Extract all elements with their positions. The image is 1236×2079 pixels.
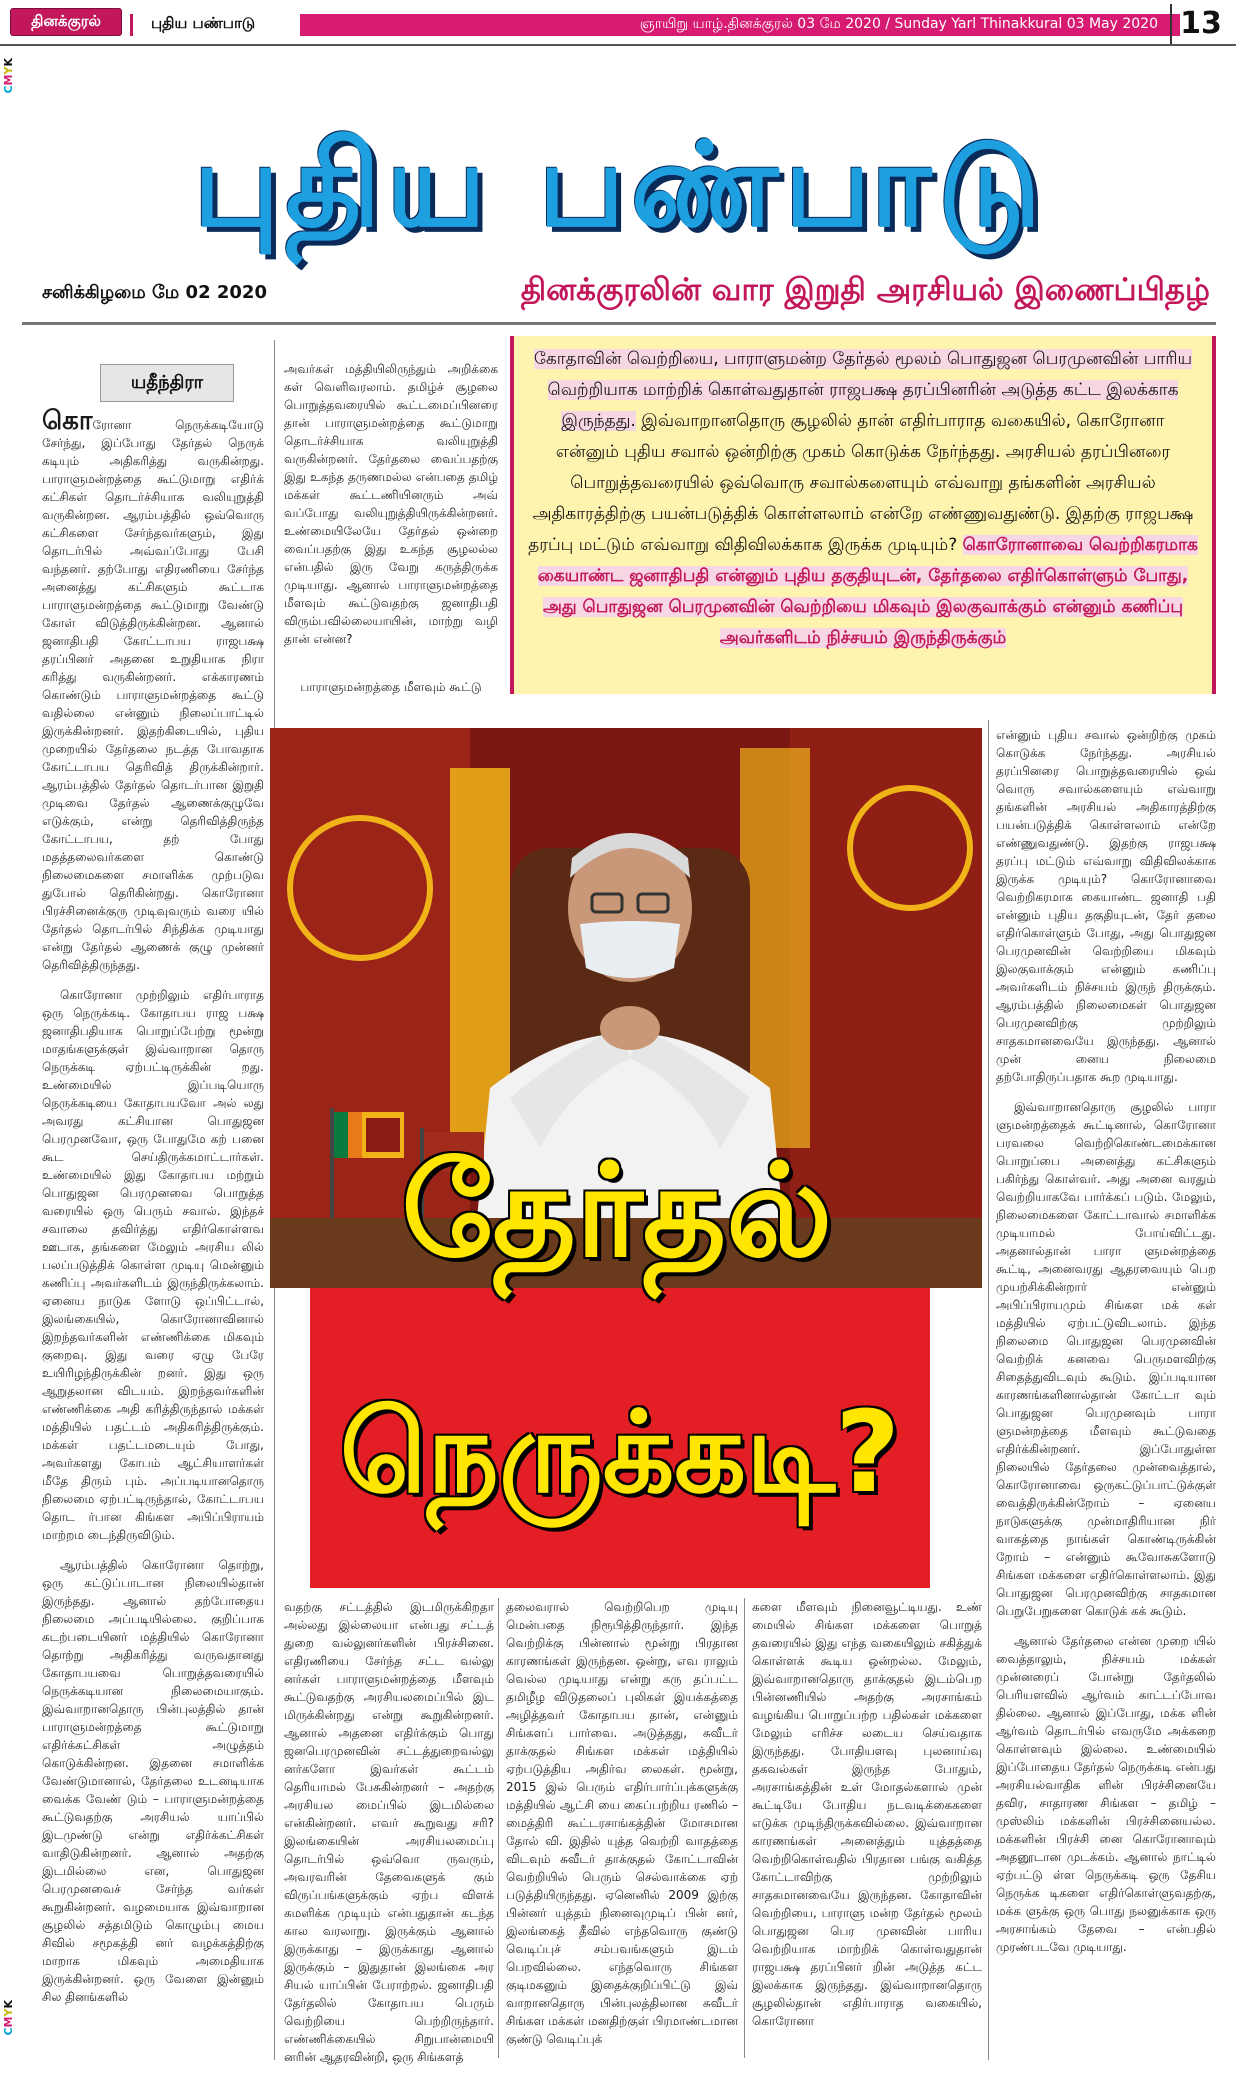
supplement-masthead: புதிய பண்பாடு bbox=[193, 118, 1047, 253]
column-rule bbox=[988, 720, 989, 2060]
col2-paragraph-1: அவர்கள் மத்தியிலிருந்தும் அறிக்கை கள் வெளிவரலாம். தமிழ்ச் சூழலை பொறுத்தவரையில் கூட்டமைப்பினரை தான் பாராளுமன்றத்தை கூட்டுமாறு தொடர்ச்சியாக வலியுறுத்தி வருகின்றனர். தேர்தலை வைப்பதற்கு இது உகந்த தருணமல்ல என்பதை தமிழ் மக்கள் கூட்டணியினரும் அவ் வப்போது வலியுறுத்தியிருக்கின்றனர். உண்மையிலேயே தேர்தல் ஒன்றை வைப்பதற்கு இது உகந்த சூழலல்ல என்பதில் இரு வேறு கருத்திருக்க முடியாது. ஆனால் பாராளுமன்றத்தை மீளவும் கூட்டுவதற்கு ஜனாதிபதி விரும்பவில்லையாயின், மாற்று வழி தான் என்ன? bbox=[284, 362, 498, 646]
col5-paragraph-1: என்னும் புதிய சவால் ஒன்றிற்கு முகம் கொடுக்க நேர்ந்தது. அரசியல் தரப்பினரை பொறுத்தவரையில் ஒவ் வொரு சவால்களையும் எவ்வாறு தங்களின் அரசியல் அதிகாரத்திற்கு பயன்படுத்திக் கொள்ளலாம் என்றே எண்ணுவதுண்டு. இதற்கு ராஜபக்ஷ தரப்பு மட்டும் எவ்வாறு விதிவிலக்காக இருக்க முடியும்? கொரோனாவை வெற்றிகரமாக கையாண்ட ஜனாதி பதி என்னும் புதிய தகுதியுடன், தேர் தலை எதிர்கொள்ளும் போது, அது பொதுஜன பெரமுனவின் வெற்றியை மிகவும் இலகுவாக்கும் என்னும் கணிப்பு அவர்களிடம் நிச்சயம் இருந் திருக்கும். ஆரம்பத்தில் நிலைமைகள் பொதுஜன பெரமுனவிற்கு முற்றிலும் சாதகமானவையே இருந்தது. ஆனால் முன் னைய நிலைமை தற்போதிருப்பதாக கூற முடியாது. bbox=[996, 728, 1216, 1084]
column-rule bbox=[744, 1598, 745, 2058]
cmyk-m: M bbox=[2, 74, 15, 86]
cmyk-registration-mark-bottom bbox=[2, 2000, 15, 2036]
dateline: ஞாயிறு யாழ்.தினக்குரல் 03 மே 2020 / Sunday Yarl Thinakkural 03 May 2020 bbox=[639, 16, 1158, 32]
article-column-2-top bbox=[284, 360, 498, 660]
cmyk-m: M bbox=[2, 2016, 15, 2028]
dateline-bar bbox=[300, 14, 1180, 36]
newspaper-logo: தினக்குரல் bbox=[10, 8, 122, 36]
intro-lead: கோதாவின் வெற்றியை, பாராளுமன்ற தேர்தல் மூலம் பொதுஜன பெரமுனவின் பாரிய வெற்றியாக மாற்றிக் கொள்வதுதான் ராஜபக்ஷ தரப்பினரின் அடுத்த கட்ட இலக்காக இருந்தது. bbox=[533, 349, 1193, 431]
article-column-1 bbox=[42, 406, 264, 2004]
cmyk-k: K bbox=[2, 2000, 15, 2009]
article-column-5 bbox=[996, 726, 1216, 2056]
article-column-3 bbox=[506, 1598, 738, 2058]
col3-paragraph: தலைவரால் வெற்றிபெற முடியு மென்பதை நிரூபித்திருந்தார். இந்த வெற்றிக்கு பின்னால் மூன்று பிரதான காரணங்கள் இருந்தன. ஒன்று, எவ ராலும் வெல்ல முடியாது என்று கரு தப்பட்ட தமிழீழ விடுதலைப் புலிகள் இயக்கத்தை அழித்தவர் கோதாபய தான், என்னும் சிங்களப் பார்வை. அடுத்தது, சுவீடர் தாக்குதல் சிங்கள மக்கள் மத்தியில் ஏற்படுத்திய அதிர்வ லைகள். மூன்று, 2015 இல் பெரும் எதிர்பார்ப்புக்களுக்கு மத்தியில் ஆட்சி யை கைப்பற்றிய ரணில் – மைத்திரி கூட்டரசாங்கத்தின் மோசமான தோல் வி. இதில் யுத்த வெற்றி வாதத்தை விடவும் சுவீடர் தாக்குதல் கோட்டாவின் வெற்றியில் பெரும் செல்வாக்கை ஏற் படுத்தியிருந்தது. ஏனெனில் 2009 இற்கு பின்னர் யுத்தம் நினைவுமுடிப் பின் னர், இலங்கைத் தீவில் எந்தவொரு குண்டு வெடிப்புச் சம்பவங்களும் இடம் பெறவில்லை. எந்தவொரு சிங்கள குடிமகனும் இதைக்குறிப்பிட்டு இவ் வாறானதொரு பின்புலத்திலான சுவீடர் சிங்கள மக்கள் மனதிற்குள் பிரமாண்டமான குண்டு வெடிப்புக் bbox=[506, 1600, 738, 2046]
headline-line-1: தேர்தல் bbox=[401, 1137, 833, 1286]
intro-end: கொரோனாவை வெற்றிகரமாக கையாண்ட ஜனாதிபதி என்னும் புதிய தகுதியுடன், தேர்தலை எதிர்கொள்ளும் போது, அது பொதுஜன பெரமுனவின் வெற்றியை மிகவும் இலகுவாக்கும் என்னும் கணிப்பு அவர்களிடம் நிச்சயம் இருந்திருக்கும் bbox=[537, 535, 1198, 648]
col1-paragraph-1: ரோனா நெருக்கடியோடு சேர்ந்து, இப்போது தேர்தல் நெருக் கடியும் அதிகரித்து வருகின்றது. பாராளுமன்றத்தை கூட்டுமாறு எதிர்க் கட்சிகள் தொடர்ச்சியாக வலியுறுத்தி வருகின்றன. ஆரம்பத்தில் ஒவ்வொரு கட்சிகளை சேர்ந்தவர்களும், இது தொடர்பில் அவ்வப்போது பேசி வந்தனர். தற்போது எதிரணியை சேர்ந்த அனைத்து கட்சிகளும் கூட்டாக பாராளுமன்றத்தை கூட்டுமாறு வேண்டு கோள் விடுத்திருக்கின்றன. ஆனால் ஜனாதிபதி கோட்டாபய ராஜபக்ஷ தரப்பினர் அதனை உறுதியாக நிரா கரித்து வருகின்றனர். எக்காரணம் கொண்டும் பாராளுமன்றத்தை கூட்டு வதில்லை என்னும் நிலைப்பாட்டில் இருக்கின்றனர். இதற்கிடையில், புதிய முறையில் தேர்தலை நடத்த போவதாக கோட்டாபய தெரிவித் திருக்கின்றார். ஆரம்பத்தில் தேர்தல் தொடர்பான இறுதி முடிவை தேர்தல் ஆணைக்குழுவே எடுக்கும், என்று தெரிவித்திருந்த கோட்டாபய, தற் போது மதத்தலைவர்களை கொண்டு நிலைமைகளை சமாளிக்க முற்படுவ துபோல் தெரிகின்றது. கொரோனா பிரச்சினைக்குரு முடிவுவரும் வரை யில் தேர்தல் தொடர்பில் சிந்திக்க முடியாது என்று தேர்தல் ஆணைக் குழு முன்னர் தெரிவித்திருந்தது. bbox=[42, 418, 264, 972]
intro-summary-box bbox=[510, 336, 1216, 694]
cmyk-k: K bbox=[2, 58, 15, 67]
col2-continuation bbox=[284, 678, 498, 700]
cmyk-c: C bbox=[2, 85, 15, 94]
cmyk-y: Y bbox=[2, 66, 15, 75]
col2-paragraph-2: வதற்கு சட்டத்தில் இடமிருக்கிறதா அல்லது இல்லையா என்பது சட்டத் துறை வல்லுனர்களின் பிரச்சினை. எதிரணியை சேர்ந்த சட்ட வல்லு னர்கள் பாராளுமன்றத்தை மீளவும் கூட்டுவதற்கு அரசியலமைப்பில் இட மிருக்கின்றது என்று கூறுகின்றனர். ஆனால் அதனை எதிர்க்கும் பொது ஜனபெரமுனவின் சட்டத்துறைவல்லு னர்களோ இவர்கள் கூட்டம் தெரியாமல் பேசுகின்றனர் – அதற்கு அரசியல மைப்பில் இடமில்லை என்கின்றனர். எவர் கூறுவது சரி? இலங்கையின் அரசியலமைப்பு தொடர்பில் ஒவ்வொ ருவரும், அவரவரின் தேவைகளுக் கும் விருப்பங்களுக்கும் ஏற்ப விளக் கமளிக்க முடியும் என்பதுதான் கடந்த கால வரலாறு. இருக்கும் ஆனால் இருக்காது – இருக்காது ஆனால் இருக்கும் – இதுதான் இலங்கை அர சியல் யாப்பின் பேராற்றல். ஜனாதிபதி தேர்தலில் கோதாபய பெரும் வெற்றியை பெற்றிருந்தார். எண்ணிக்கையில் சிறுபான்மையி னரின் ஆதரவின்றி, ஒரு சிங்களத் bbox=[284, 1600, 494, 2064]
supplement-tagline: தினக்குரலின் வார இறுதி அரசியல் இணைப்பிதழ் bbox=[520, 272, 1210, 308]
col5-paragraph-3: ஆனால் தேர்தலை என்ன முறை யில் வைத்தாலும், நிச்சயம் மக்கள் முன்னரைப் போன்று தேர்தலில் பெரியளவில் ஆர்வம் காட்டப்போவ தில்லை. ஆனால் இப்போது, மக்க ளின் ஆர்வம் தொடர்பில் எவருமே அக்கறை கொள்ளவும் இல்லை. உண்மையில் இப்போதைய தேர்தல் நெருக்கடி என்பது அரசியல்வாதிக ளின் பிரச்சினையே தவிர, சாதாரண சிங்கள – தமிழ் – முஸ்லிம் மக்களின் பிரச்சினையல்ல. மக்களின் பிரச்சி னை கொரோனாவும் அதனூடான முடக்கம். ஆனால் நாட்டில் ஏற்பட்டு ள்ள நெருக்கடி ஒரு தேசிய நெருக்க டிகளை எதிர்கொள்ளுவதற்கு, மக்க ளுக்கு ஒரு பொது நலனுக்காக ஒரு அரசாங்கம் தேவை – என்பதில் முரண்படவே முடியாது. bbox=[996, 1634, 1216, 1954]
intro-middle: இவ்வாறானதொரு சூழலில் தான் எதிர்பாராத வகையில், கொரோனா என்னும் புதிய சவால் ஒன்றிற்கு முகம் கொடுக்க நேர்ந்தது. அரசியல் தரப்பினரை பொறுத்தவரையில் ஒவ்வொரு சவால்களையும் எவ்வாறு தங்களின் அரசியல் அதிகாரத்திற்கு பயன்படுத்திக் கொள்ளலாம் என்றே எண்ணுவதுண்டு. இதற்கு ராஜபக்ஷ தரப்பு மட்டும் எவ்வாறு விதிவிலக்காக இருக்க முடியும்? bbox=[528, 411, 1194, 555]
col5-paragraph-2: இவ்வாறானதொரு சூழலில் பாரா ளுமன்றத்தைக் கூட்டினால், கொரோனா பரவலை வெற்றிகொண்டமைக்கான பொறுப்பை அனைத்து கட்சிகளும் பகிர்ந்து கொள்வர். அது அனை வரதும் வெற்றியாகவே பார்க்கப் படும். மேலும், நிலைமைகளை கோட்டாவால் சமாளிக்க முடியாமல் போய்விட்டது. அதனால்தான் பாரா ளுமன்றத்தை கூட்டி, அனைவரது ஆதரவையும் பெற முயற்சிக்கின்றார் என்னும் அபிப்பிராயமும் சிங்கள மக் கள் மத்தியில் ஏற்பட்டுவிடலாம். இந்த நிலைமை பொதுஜன பெரமுனவின் வெற்றிக் கனவை பெருமளவிற்கு சிதைத்துவிடவும் கூடும். இப்படியான காரணங்களினால்தான் கோட்டா வும் பொதுஜன பெரமுனவும் பாரா ளுமன்றத்தை மீளவும் கூட்டுவதை எதிர்க்கின்றனர். இப்போதுள்ள நிலையில் தேர்தலை முன்வைத்தால், கொரோனாவை ஒருகட்டுப்பாட்டுக்குள் வைத்திருக்கின்றோம் – ஏனைய நாடுகளுக்கு முன்மாதிரியான நிர் வாகத்தை நாங்கள் கொண்டிருக்கின் றோம் – என்னும் கூவோசுகளோடு சிங்கள மக்களை எதிர்கொள்ளலாம். இது பொதுஜன பெரமுனவிற்கு சாதகமான பெறுபேறுகளை கொடுக் கக் கூடும். bbox=[996, 1100, 1216, 1618]
headline-line-2: நெருக்கடி? bbox=[339, 1388, 901, 1518]
page-number: 13 bbox=[1170, 4, 1230, 44]
cmyk-y: Y bbox=[2, 2008, 15, 2017]
drop-cap: கொ bbox=[42, 406, 93, 436]
article-column-4 bbox=[752, 1598, 982, 2058]
cmyk-c: C bbox=[2, 2027, 15, 2036]
col4-paragraph: களை மீளவும் நினைவூட்டியது. உண் மையில் சிங்கள மக்களை பொறுத் தவரையில் இது எந்த வகையிலும் சகித்துக் கொள்ளக் கூடிய ஒன்றல்ல. மேலும், இவ்வாறானதொரு தாக்குதல் இடம்பெற பின்னணியில் அதற்கு அரசாங்கம் வழங்கிய பொறுப்பற்ற பதில்கள் மக்களை மேலும் எரிச்ச லடைய செய்வதாக இருந்தது. போதியளவு புலனாய்வு தகவல்கள் இருந்த போதும், அரசாங்கத்தின் உள் மோதல்களால் முன் கூட்டியே போதிய நடவடிக்கைகளை எடுக்க முடிந்திருக்கவில்லை. இவ்வாறான காரணங்கள் அனைத்தும் யுத்தத்தை வெற்றிகொள்வதில் பிரதான பங்கு வகித்த கோட்டாவிற்கு முற்றிலும் சாதகமானவையே இருந்தன. கோதாவின் வெற்றியை, பாராளு மன்ற தேர்தல் மூலம் பொதுஜன பெர முனவின் பாரிய வெற்றியாக மாற்றிக் கொள்வதுதான் ராஜபக்ஷ தரப்பினர் றின் அடுத்த கட்ட இலக்காக இருந்தது. இவ்வாறானதொரு சூழலில்தான் எதிர்பாராத வகையில், கொரோனா bbox=[752, 1600, 982, 2028]
col1-paragraph-3: ஆரம்பத்தில் கொரோனா தொற்று, ஒரு கட்டுப்பாடான நிலையில்தான் இருந்தது. ஆனால் தற்போதைய நிலைமை அப்படியில்லை. குறிப்பாக கடற்படையினர் மத்தியில் கொரோனா தொற்று அதிகரித்து வருவதானது கோதாபயவை பொறுத்தவரையில் நெருக்கடியான நிலைமையாகும். இவ்வாறானதொரு பின்புலத்தில் தான் பாராளுமன்றத்தை கூட்டுமாறு எதிர்க்கட்சிகள் அழுத்தம் கொடுக்கின்றன. இதனை சமாளிக்க வேண்டுமானால், தேர்தலை உடனடியாக வைக்க வேண் டும் – பாராளுமன்றத்தை கூட்டுவதற்கு அரசியல் யாப்பில் இடமுண்டு என்று எதிர்க்கட்சிகள் வாதிடுகின்றனர். ஆனால் அதற்கு இடமில்லை என, பொதுஜன பெரமுனவைச் சேர்ந்த வர்கள் கூறுகின்றனர். வழமையாக இவ்வாறான சூழலில் சத்தமிடும் கொழும்பு மைய சிவில் சமூகத்தி னர் வழக்கத்திற்கு மாறாக மிகவும் அமைதியாக இருக்கின்றனர். ஒரு வேளை இன்னும் சில தினங்களில் bbox=[42, 1558, 264, 2004]
author-byline: யதீந்திரா bbox=[100, 364, 234, 402]
section-name: புதிய பண்பாடு bbox=[130, 14, 300, 36]
column-rule bbox=[498, 1598, 499, 2058]
page-header bbox=[0, 0, 1236, 46]
cmyk-registration-mark-top bbox=[2, 58, 15, 94]
masthead-divider bbox=[22, 322, 1216, 325]
issue-date: சனிக்கிழமை மே 02 2020 bbox=[42, 282, 267, 303]
col1-paragraph-2: கொரோனா முற்றிலும் எதிர்பாராத ஒரு நெருக்கடி. கோதாபய ராஜ பக்ஷ ஜனாதிபதியாக பொறுப்பேற்று மூன்று மாதங்களுக்குள் இவ்வாறான தொரு நெருக்கடி ஏற்பட்டிருக்கின் றது. உண்மையில் இப்படியொரு நெருக்கடியை கோதாபயவோ அல் லது அவரது கட்சியான பொதுஜன பெரமுனவோ, ஒரு போதுமே கற் பனை கூட செய்திருக்கமாட்டார்கள். உண்மையில் இது கோதாபய மற்றும் பொதுஜன பெரமுனவை பொறுத்த வரையில் ஒரு பெரும் சவால். இந்தச் சவாலை தவிர்த்து எதிர்கொள்ளவ ஊடாக, தங்களை மேலும் அரசிய லில் பலப்படுத்திக் கொள்ள முடியு மென்னும் கணிப்பு அவர்களிடம் இருந்திருக்கலாம். ஏனைய நாடுக ளோடு ஒப்பிட்டால், இலங்கையில், கொரோனாவினால் இறந்தவர்களின் எண்ணிக்கை மிகவும் குறைவு. இது வரை ஏழு பேரே உயிரிழந்திருக்கின் றனர். இது ஒரு ஆறுதலான விடயம். இறந்தவர்களின் எண்ணிக்கை அதி கரித்திருந்தால் மக்கள் மத்தியில் பதட்டம் அதிகரித்திருக்கும். மக்கள் பதட்டமடையும் போது, அவர்களது கோபம் ஆட்சியாளர்கள் மீதே திரும் பும். அப்படியானதொரு நிலைமை ஏற்பட்டிருந்தால், கோட்டாபய தொட ர்பான கிங்கள அபிப்பிராயம் மாற்றம டைந்திருவிடும். bbox=[42, 988, 264, 1542]
article-column-2-bottom bbox=[284, 1598, 494, 2064]
col2-continuation-text: பாராளுமன்றத்தை மீளவும் கூட்டு bbox=[300, 680, 482, 694]
